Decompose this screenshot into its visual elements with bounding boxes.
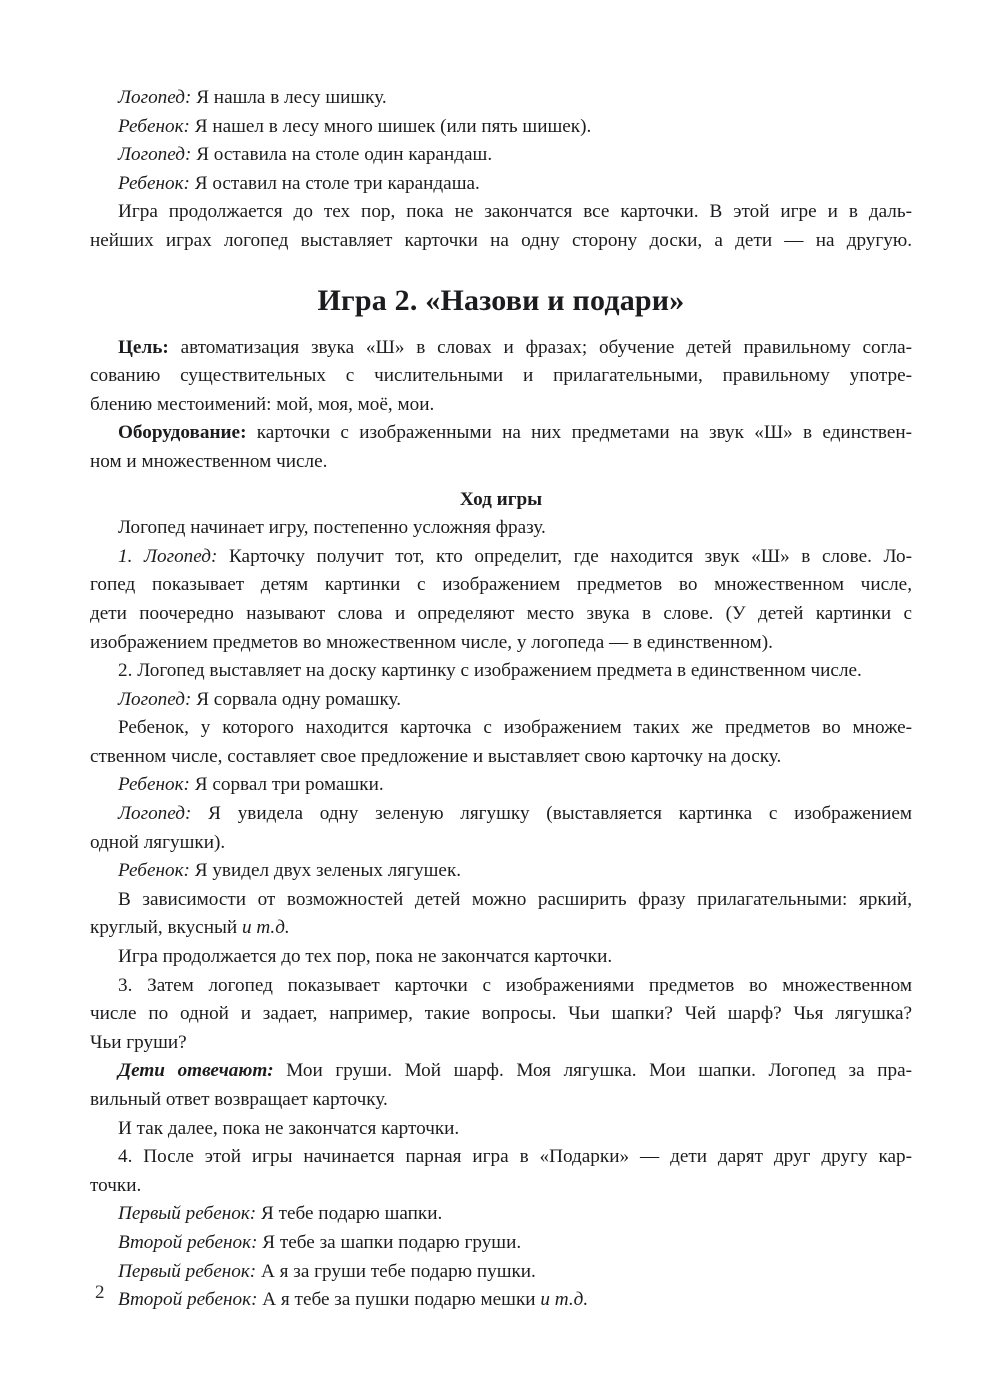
dialogue-paragraph-3 — [90, 800, 912, 857]
goal-text: автоматизация звука «Ш» в словах и фразах; обучение детей правильному согла- — [180, 336, 912, 358]
equipment-paragraph — [90, 419, 912, 476]
procedure-intro: Логопед начинает игру, постепенно усложняя фразу. — [118, 517, 546, 539]
paragraph-line — [90, 543, 912, 572]
speaker-label: Ребенок: — [118, 860, 190, 882]
dialogue-line — [90, 1229, 912, 1258]
page-number: 2 — [95, 1282, 105, 1303]
speech-text: Я оставил на столе три карандаша. — [194, 172, 480, 194]
dialogue-line — [90, 1200, 912, 1229]
paragraph-line: одной лягушки). — [90, 831, 226, 853]
equipment-text: карточки с изображенными на них предметами на звук «Ш» в единствен- — [256, 422, 912, 444]
paragraph-line — [90, 334, 912, 363]
paragraph-line — [90, 914, 912, 943]
speaker-label: Ребенок: — [118, 172, 190, 194]
paragraph-line: гопед показывает детям картинки с изображением предметов во множественном числе, — [90, 574, 912, 596]
paragraph-line — [90, 800, 912, 829]
speech-text: Я нашла в лесу шишку. — [196, 87, 387, 108]
paragraph-line: блению местоимений: мой, моя, моё, мои. — [90, 393, 435, 415]
speech-text: Я оставила на столе один карандаш. — [196, 144, 493, 166]
procedure-heading: Ход игры — [459, 488, 543, 510]
speech-text: Мои груши. Мой шарф. Моя лягушка. Мои шапки. Логопед за пра- — [286, 1060, 913, 1082]
paragraph-line: нейших играх логопед выставляет карточки на одну сторону доски, а дети — на другую. — [90, 229, 912, 251]
paragraph-line: сованию существительных с числительными и прилагательными, правильному употре- — [90, 365, 912, 387]
paragraph-line: ственном числе, составляет свое предложение и выставляет свою карточку на доску. — [90, 745, 782, 767]
game-title: Игра 2. «Назови и подари» — [317, 283, 685, 317]
speaker-label: Логопед: — [118, 144, 192, 166]
paragraph-line — [90, 1057, 912, 1086]
step-1-paragraph — [90, 543, 912, 657]
paragraph-line: Чьи груши? — [90, 1031, 187, 1053]
speaker-label: Второй ребенок: — [118, 1289, 258, 1311]
speech-text: Я увидел двух зеленых лягушек. — [194, 860, 462, 882]
paragraph-line: изображением предметов во множественном числе, у логопеда — в единственном). — [90, 631, 773, 653]
speaker-label: Ребенок: — [118, 774, 190, 796]
speaker-label: Логопед: — [118, 87, 192, 108]
paragraph-text: круглый, вкусный — [90, 917, 242, 939]
step-2-paragraph: 2. Логопед выставляет на доску картинку с изображением предмета в единственном числе. — [118, 660, 862, 682]
page-content — [90, 84, 912, 1315]
speech-text: Я сорвал три ромашки. — [194, 774, 384, 796]
gift-dialogue-block — [90, 1200, 912, 1314]
speech-text: Я сорвала одну ромашку. — [196, 688, 401, 710]
paragraph-line: дети поочередно называют слова и определяют место звука в слове. (У детей картинки с — [90, 602, 912, 624]
paragraph-line: вильный ответ возвращает карточку. — [90, 1089, 388, 1110]
explanation-paragraph-2 — [90, 886, 912, 943]
speaker-label: Логопед: — [144, 545, 218, 567]
speech-text: Я тебе за шапки подарю груши. — [262, 1231, 522, 1253]
dialogue-line — [90, 84, 912, 113]
goal-paragraph — [90, 334, 912, 420]
intro-closing-paragraph — [90, 198, 912, 255]
dialogue-line — [90, 1286, 912, 1315]
paragraph-line: точки. — [90, 1174, 142, 1196]
speaker-label: Второй ребенок: — [118, 1231, 258, 1253]
explanation-paragraph-4: И так далее, пока не закончатся карточки. — [118, 1117, 460, 1139]
speaker-label: Логопед: — [118, 688, 192, 710]
speech-text: Я увидела одну зеленую лягушку (выставляется картинка с изображением — [208, 803, 913, 825]
paragraph-line: В зависимости от возможностей детей можно расширить фразу прилагательными: яркий, — [118, 888, 912, 910]
paragraph-line: 4. После этой игры начинается парная игра в «Подарки» — дети дарят друг другу кар- — [118, 1146, 912, 1168]
intro-dialogue-block — [90, 84, 912, 198]
speaker-label: Ребенок: — [118, 115, 190, 137]
abbreviation-etc: и т.д. — [540, 1289, 589, 1311]
step-4-paragraph — [90, 1143, 912, 1200]
speaker-label: Первый ребенок: — [118, 1203, 257, 1225]
dialogue-line — [90, 141, 912, 170]
dialogue-line — [90, 857, 912, 886]
answers-paragraph — [90, 1057, 912, 1114]
speech-text: Я нашел в лесу много шишек (или пять шишек). — [194, 115, 592, 137]
paragraph-line: Ребенок, у которого находится карточка с изображением таких же предметов во множе- — [118, 717, 912, 739]
speaker-label: Дети отвечают: — [118, 1060, 274, 1082]
dialogue-line — [90, 170, 912, 199]
dialogue-line — [90, 771, 912, 800]
paragraph-line: 3. Затем логопед показывает карточки с изображениями предметов во множественном — [118, 974, 912, 996]
step-number: 1. — [118, 545, 133, 567]
paragraph-line: Игра продолжается до тех пор, пока не закончатся все карточки. В этой игре и в даль- — [118, 201, 912, 223]
explanation-paragraph-1 — [90, 714, 912, 771]
equipment-label: Оборудование: — [118, 422, 247, 444]
explanation-paragraph-3: Игра продолжается до тех пор, пока не закончатся карточки. — [118, 946, 613, 968]
step-3-paragraph — [90, 972, 912, 1058]
paragraph-line: ном и множественном числе. — [90, 450, 328, 472]
dialogue-line — [90, 113, 912, 142]
speech-text: А я за груши тебе подарю пушки. — [260, 1260, 536, 1282]
paragraph-line — [90, 419, 912, 448]
speech-text: А я тебе за пушки подарю мешки — [262, 1289, 541, 1311]
goal-label: Цель: — [118, 336, 169, 358]
step-text: Карточку получит тот, кто определит, где находится звук «Ш» в слове. Ло- — [229, 545, 913, 567]
dialogue-line — [90, 686, 912, 715]
dialogue-line — [90, 1258, 912, 1287]
paragraph-line: числе по одной и задает, например, такие вопросы. Чьи шапки? Чей шарф? Чья лягушка? — [90, 1003, 912, 1025]
speech-text: Я тебе подарю шапки. — [260, 1203, 443, 1225]
abbreviation-etc: и т.д. — [241, 917, 290, 939]
speaker-label: Первый ребенок: — [118, 1260, 257, 1282]
speaker-label: Логопед: — [118, 803, 192, 825]
